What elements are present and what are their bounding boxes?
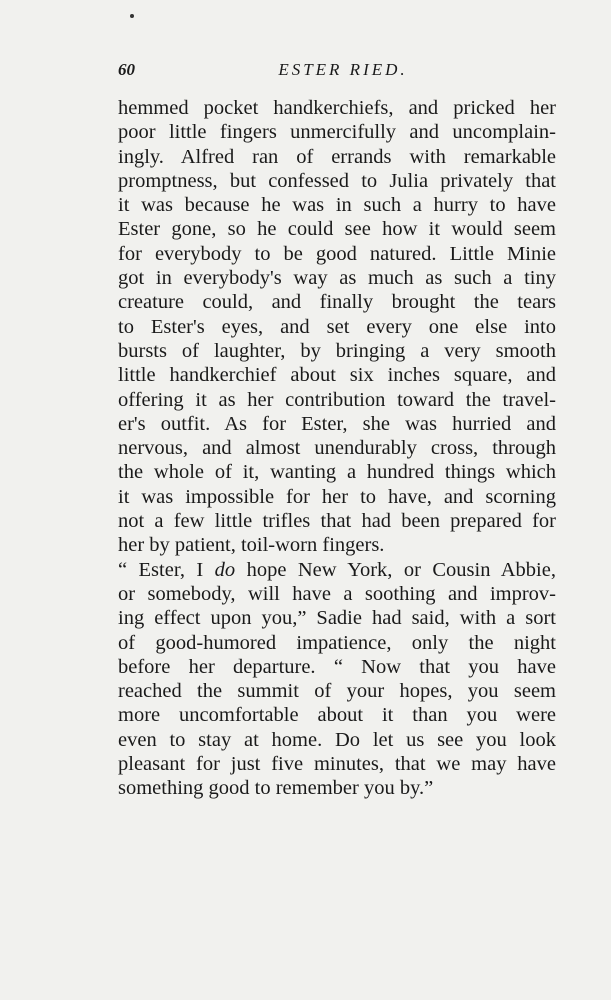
emphasis: do	[214, 558, 236, 581]
running-head: ESTER RIED.	[278, 60, 408, 79]
text-line: before her departure. “ Now that you have	[118, 655, 556, 678]
text-line: little handkerchief about six inches square, and	[118, 364, 556, 387]
text-line: something good to remember you by.”	[118, 777, 434, 800]
text-line: her by patient, toil-worn fingers.	[118, 534, 385, 557]
text-line: ingly. Alfred ran of errands with remarkable	[118, 145, 556, 168]
text-line: hemmed pocket handkerchiefs, and pricked her	[118, 97, 556, 119]
text-line: reached the summit of your hopes, you seem	[118, 680, 556, 703]
text-line: for everybody to be good natured. Little Minie	[118, 242, 556, 265]
text-line: it was impossible for her to have, and scorning	[118, 485, 556, 508]
text-line: er's outfit. As for Ester, she was hurried and	[118, 412, 556, 435]
text-line: it was because he was in such a hurry to have	[118, 194, 556, 217]
text-line: offering it as her contribution toward the travel-	[118, 388, 556, 411]
text-line: to Ester's eyes, and set every one else into	[118, 315, 556, 338]
page-header	[118, 60, 548, 88]
text-line: or somebody, will have a soothing and improv-	[118, 582, 556, 605]
text-line: Ester gone, so he could see how it would seem	[118, 218, 556, 241]
page-speck	[130, 14, 134, 18]
text-line: creature could, and finally brought the tears	[118, 291, 556, 314]
text-line: the whole of it, wanting a hundred things which	[118, 461, 556, 484]
text-line: nervous, and almost unendurably cross, through	[118, 437, 556, 460]
text-line: ing effect upon you,” Sadie had said, with a sort	[118, 607, 556, 630]
text-line: promptness, but confessed to Julia privately that	[118, 169, 556, 192]
text-line: not a few little trifles that had been prepared for	[118, 510, 556, 533]
text-line: got in everybody's way as much as such a tiny	[118, 267, 556, 290]
page-number: 60	[118, 60, 135, 79]
text-line: poor little fingers unmercifully and uncomplain-	[118, 121, 556, 144]
body-text	[118, 96, 556, 801]
text-line: of good-humored impatience, only the night	[118, 631, 556, 654]
text-line: even to stay at home. Do let us see you look	[118, 728, 556, 751]
text-line: pleasant for just five minutes, that we may have	[118, 753, 556, 776]
text-line: “ Ester, I do hope New York, or Cousin Abbie,	[118, 558, 556, 581]
text-line: bursts of laughter, by bringing a very smooth	[118, 339, 556, 362]
text-line: more uncomfortable about it than you were	[118, 704, 556, 727]
